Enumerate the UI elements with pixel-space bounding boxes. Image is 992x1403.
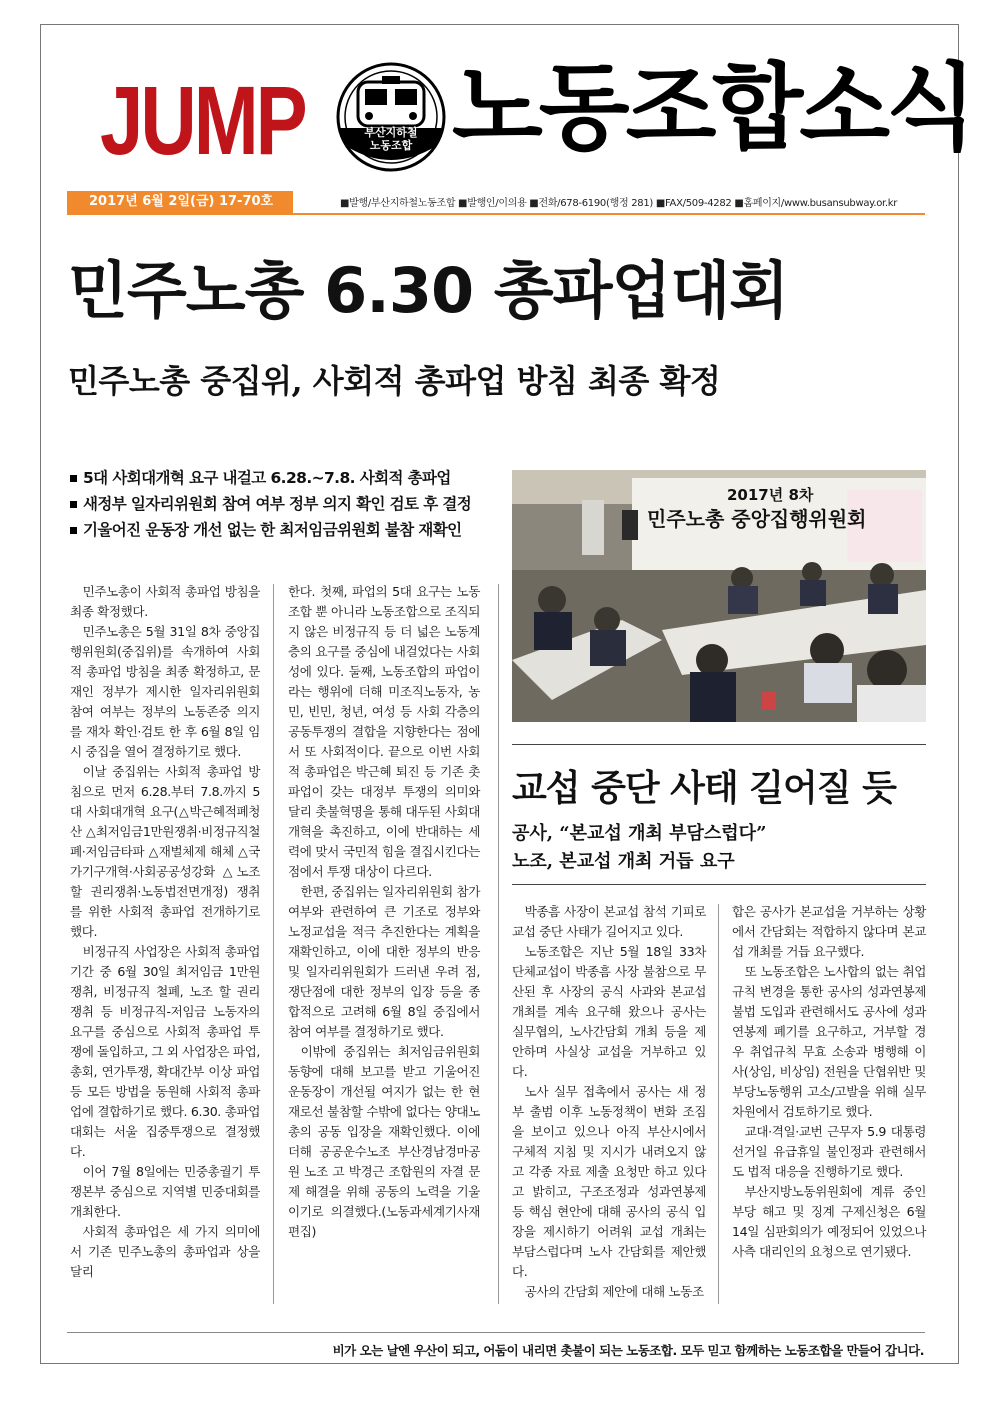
column-rule [718,904,719,1304]
body-paragraph: 이밖에 중집위는 최저임금위원회 동향에 대해 보고를 받고 기울어진 운동장이 개선될 여지가 없는 한 현재로선 불참할 수밖에 없다는 양대노총의 공동 입장을 재확인했다. 이에 더해 공공운수노조 부산경남경마공원 노조 고 박경근 조합원의 자결 문제 해결을 위해 공동의 노력을 기울이기로 의결했다.(노동과세계기사재편집) [288,1044,480,1239]
article2-column-2 [732,902,926,1262]
article1-column-1 [70,582,260,1282]
body-paragraph: 합은 공사가 본교섭을 거부하는 상황에서 간담회는 적합하지 않다며 본교섭 개최를 거듭 요구했다. [732,904,926,959]
photo-banner-line2: 민주노총 중앙집행위원회 [647,507,867,531]
emblem-label-line2: 노동조합 [369,139,413,152]
summary-bullet [70,517,500,543]
summary-bullet-text: 5대 사회대개혁 요구 내걸고 6.28.~7.8. 사회적 총파업 [83,469,451,487]
meeting-photo-illustration [512,470,926,722]
main-subheadline: 민주노총 중집위, 사회적 총파업 방침 최종 확정 [68,362,721,400]
summary-bullets [70,465,500,543]
meeting-photo [512,470,926,722]
main-headline: 민주노총 6.30 총파업대회 [68,254,789,327]
square-bullet-icon [70,475,77,482]
body-paragraph: 이날 중집위는 사회적 총파업 방침으로 먼저 6.28.부터 7.8.까지 5대 사회대개혁 요구(△박근혜적폐청산 △최저임금1만원쟁취·비정규직철폐·저임금타파 △재벌체제 해체 △국가기구개혁·사회공공성강화 △노조할 권리쟁취·노동법전면개정) 쟁취를 위한 사회적 총파업 전개하기로 했다. [70,764,260,939]
summary-bullet [70,465,500,491]
body-paragraph: 한편, 중집위는 일자리위원회 참가 여부와 관련하여 큰 기조로 정부와 노정교섭을 적극 추진한다는 계획을 재확인하고, 이에 대한 정부의 반응 및 일자리위원회가 드러낸 우려 점, 쟁단점에 대한 정부의 입장 등을 종합적으로 고려해 6월 8일 중집에서 참여 여부를 결정하기로 했다. [288,884,480,1039]
body-paragraph: 민주노총이 사회적 총파업 방침을 최종 확정했다. [70,584,260,619]
body-paragraph: 사회적 총파업은 세 가지 의미에서 기존 민주노총의 총파업과 상을 달리 [70,1224,260,1279]
article2-subheadline [512,820,766,876]
article2-sub-rule [512,884,926,885]
article2-subheadline-line2: 노조, 본교섭 개최 거듭 요구 [512,851,735,872]
body-paragraph: 비정규직 사업장은 사회적 총파업 기간 중 6월 30일 최저임금 1만원 쟁취, 비정규직 철폐, 노조 할 권리 쟁취 등 비정규직-저임금 노동자의 요구를 중심으로 사회적 총파업 투쟁에 돌입하고, 그 외 사업장은 파업, 총회, 연가투쟁, 확대간부 이상 파업 등 모든 방법을 동원해 사회적 총파업에 결합하기로 했다. 6.30. 총파업 대회는 서울 집중투쟁으로 결정했다. [70,944,260,1159]
column-rule [498,584,499,1304]
body-paragraph: 부산지방노동위원회에 계류 중인 부당 해고 및 징계 구제신청은 6월 14일 심판회의가 예정되어 있었으나 사측 대리인의 요청으로 연기됐다. [732,1184,926,1259]
footer-rule [67,1332,925,1333]
body-paragraph: 박종흠 사장이 본교섭 참석 기피로 교섭 중단 사태가 길어지고 있다. [512,904,706,939]
body-paragraph: 노사 실무 접촉에서 공사는 새 정부 출범 이후 노동정책이 변화 조짐을 보이고 있으나 아직 부산시에서 구체적 지침 및 지시가 내려오지 않고 각종 자료 제출 요청만 하고 있다고 밝히고, 구조조정과 성과연봉제 등 핵심 현안에 대해 공사의 공식 입장을 제시하기 어려워 교섭 개최는 부담스럽다며 노사 간담회를 제안했다. [512,1084,706,1279]
footer-slogan: 비가 오는 날엔 우산이 되고, 어둠이 내리면 촛불이 되는 노동조합. 모두 믿고 함께하는 노동조합을 만들어 갑니다. [332,1343,924,1358]
body-paragraph: 노동조합은 지난 5월 18일 33차 단체교섭이 박종흠 사장 불참으로 무산된 후 사장의 공식 사과와 본교섭 개최를 계속 요구해 왔으나 공사는 실무협의, 노사간담회 개최 등을 제안하며 사실상 교섭을 거부하고 있다. [512,944,706,1079]
square-bullet-icon [70,501,77,508]
masthead-divider [67,213,925,215]
body-paragraph: 민주노총은 5월 31일 8차 중앙집행위원회(중집위)를 속개하여 사회적 총파업 방침을 최종 확정하고, 문재인 정부가 제시한 일자리위원회 참여 여부는 정부의 노동존중 의지를 재차 확인·검토 한 후 6월 8일 임시 중집을 열어 결정하기로 했다. [70,624,260,759]
body-paragraph: 한다. 첫째, 파업의 5대 요구는 노동조합 뿐 아니라 노동조합으로 조직되지 않은 비정규직 등 더 넓은 노동계층의 요구를 중심에 내걸었다는 사회성에 있다. 둘째, 노동조합의 파업이라는 행위에 더해 미조직노동자, 농민, 빈민, 청년, 여성 등 사회 각층의 공동투쟁의 결합을 지향한다는 점에서 또 사회적이다. 끝으로 이번 사회적 총파업은 박근혜 퇴진 등 기존 촛파업이 갖는 대정부 투쟁의 의미와 달리 촛불혁명을 통해 대두된 사회대개혁을 촉진하고, 이에 반대하는 세력에 맞서 국민적 힘을 결집시킨다는 점에서 투쟁 대상이 다르다. [288,584,480,879]
square-bullet-icon [70,527,77,534]
newsletter-title: 노동조합소식 [452,53,973,163]
publisher-info: ■발행/부산지하철노동조합 ■발행인/이의용 ■전화/678-6190(행정 281) ■FAX/509-4282 ■홈페이지/www.busansubway.or.kr [340,198,898,209]
article2-column-1 [512,902,706,1302]
article2-subheadline-line1: 공사, “본교섭 개최 부담스럽다” [512,823,767,844]
article1-column-2 [288,582,480,1242]
summary-bullet-text: 새정부 일자리위원회 참여 여부 정부 의지 확인 검토 후 결정 [83,495,472,513]
body-paragraph: 또 노동조합은 노사합의 없는 취업규칙 변경을 통한 공사의 성과연봉제 불법 도입과 관련해서도 공사에 성과연봉제 폐기를 요구하고, 거부할 경우 취업규칙 무효 소송과 병행해 이사(상임, 비상임) 전원을 단협위반 및 부당노동행위 고소/고발을 위해 실무차원에서 검토하기로 했다. [732,964,926,1119]
photo-banner-line1: 2017년 8차 [727,486,814,504]
body-paragraph: 이어 7월 8일에는 민중총궐기 투쟁본부 중심으로 지역별 민중대회를 개최한다. [70,1164,260,1219]
issue-date-bar: 2017년 6월 2일(금) 17-70호 [67,191,293,213]
emblem-label-line1: 부산지하철 [364,126,418,139]
body-paragraph: 교대·격일·교번 근무자 5.9 대통령선거일 유급휴일 불인정과 관련해서도 법적 대응을 진행하기로 했다. [732,1124,926,1179]
column-rule [273,584,274,1304]
emblem-label [336,126,446,152]
article2-top-rule [512,744,926,745]
summary-bullet-text: 기울어진 운동장 개선 없는 한 최저임금위원회 불참 재확인 [83,521,462,539]
summary-bullet [70,491,500,517]
jump-logo: JUMP [100,65,305,175]
article2-headline: 교섭 중단 사태 길어질 듯 [512,768,896,809]
subway-emblem-icon [336,62,446,172]
body-paragraph: 공사의 간담회 제안에 대해 노동조 [524,1284,704,1299]
